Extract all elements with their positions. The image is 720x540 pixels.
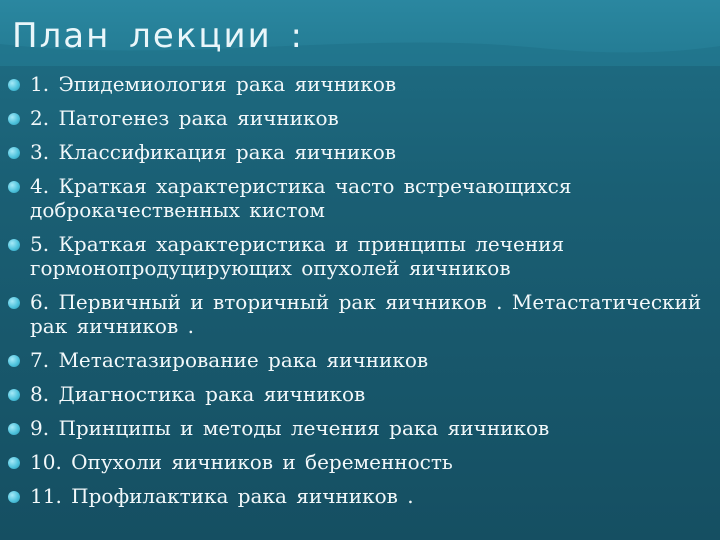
list-item-text: 9. Принципы и методы лечения рака яичников	[30, 416, 550, 440]
list-item	[8, 290, 713, 338]
list-item	[8, 484, 713, 508]
bullet-icon	[8, 79, 20, 91]
page-title: План лекции :	[12, 16, 304, 56]
list-item-text: 11. Профилактика рака яичников .	[30, 484, 414, 508]
list-item-text: 7. Метастазирование рака яичников	[30, 348, 429, 372]
list-item-text: 4. Краткая характеристика часто встречающихся доброкачественных кистом	[30, 174, 572, 222]
bullet-icon	[8, 239, 20, 251]
bullet-icon	[8, 297, 20, 309]
bullet-icon	[8, 389, 20, 401]
bullet-icon	[8, 491, 20, 503]
list-item-text: 8. Диагностика рака яичников	[30, 382, 366, 406]
bullet-icon	[8, 113, 20, 125]
list-item-text: 1. Эпидемиология рака яичников	[30, 72, 397, 96]
title-band	[0, 0, 720, 66]
bullet-icon	[8, 147, 20, 159]
list-item-text: 5. Краткая характеристика и принципы лечения гормонопродуцирующих опухолей яичников	[30, 232, 565, 280]
list-item	[8, 450, 713, 474]
bullet-icon	[8, 181, 20, 193]
list-item	[8, 232, 713, 280]
list-item-text: 2. Патогенез рака яичников	[30, 106, 339, 130]
bullet-icon	[8, 423, 20, 435]
list-item	[8, 72, 713, 96]
list-item	[8, 174, 713, 222]
list-item	[8, 348, 713, 372]
lecture-plan-list	[8, 72, 713, 518]
bullet-icon	[8, 355, 20, 367]
list-item	[8, 416, 713, 440]
bullet-icon	[8, 457, 20, 469]
list-item-text: 10. Опухоли яичников и беременность	[30, 450, 453, 474]
list-item-text: 3. Классификация рака яичников	[30, 140, 396, 164]
list-item	[8, 382, 713, 406]
list-item-text: 6. Первичный и вторичный рак яичников . Метастатический рак яичников .	[30, 290, 702, 338]
list-item	[8, 140, 713, 164]
list-item	[8, 106, 713, 130]
